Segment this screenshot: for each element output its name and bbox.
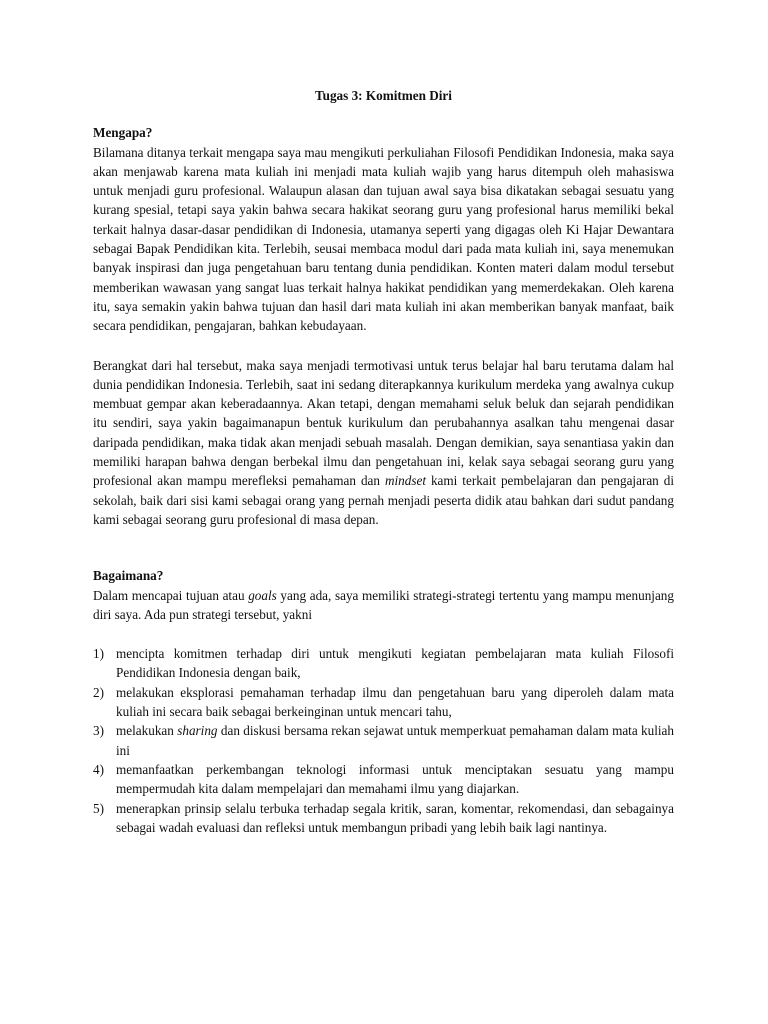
paragraph-bagaimana-intro [93, 586, 674, 625]
paragraph-mengapa-2 [93, 356, 674, 530]
list-item [93, 760, 674, 799]
list-marker: 2) [93, 684, 104, 700]
italic-term-sharing: sharing [177, 723, 218, 739]
list-item [93, 644, 674, 683]
italic-term-mindset: mindset [384, 473, 426, 489]
section-heading-bagaimana: Bagaimana? [93, 568, 164, 584]
list-item [93, 683, 674, 722]
list-item-text: melakukan eksplorasi pemahaman terhadap ilmu dan pengetahuan baru yang diperoleh dalam mata kuliah ini secara baik sebagai berkeinginan untuk mencari tahu, [116, 684, 674, 720]
strategy-list [93, 644, 674, 837]
list-marker: 5) [93, 800, 104, 816]
list-item [93, 799, 674, 838]
list-item-text-part: dan diskusi bersama rekan sejawat untuk memperkuat pemahaman dalam mata kuliah ini [116, 723, 675, 758]
paragraph-text: yang ada, saya memiliki strategi-strategi tertentu yang mampu menunjang diri saya. Ada pun strategi tersebut, yakni [93, 587, 674, 622]
italic-term-goals: goals [248, 587, 277, 603]
paragraph-mengapa-1: Bilamana ditanya terkait mengapa saya mau mengikuti perkuliahan Filosofi Pendidikan Indonesia, maka saya akan menjawab karena mata kuliah ini menjadi mata kuliah wajib yang harus ditempuh oleh mahasiswa untuk menjadi guru profesional. Walaupun alasan dan tujuan awal saya bisa dikatakan sebagai sesuatu yang kurang spesial, tetapi saya yakin bahwa secara hakikat seorang guru yang profesional harus memiliki bekal terkait halnya dasar-dasar pendidikan di Indonesia, utamanya seperti yang digagas oleh Ki Hajar Dewantara sebagai Bapak Pendidikan kita. Terlebih, seusai membaca modul dari pada mata kuliah ini, saya menemukan banyak inspirasi dan juga pengetahuan baru tentang dunia pendidikan. Konten materi dalam modul tersebut memberikan wawasan yang sangat luas terkait halnya hakikat pendidikan yang memerdekakan. Oleh karena itu, saya semakin yakin bahwa tujuan dan hasil dari mata kuliah ini akan memberikan banyak manfaat, baik secara pendidikan, pengajaran, bahkan kebudayaan. [93, 144, 674, 334]
list-item-text: memanfaatkan perkembangan teknologi informasi untuk menciptakan sesuatu yang mampu mempermudah kita dalam mempelajari dan memahami ilmu yang diajarkan. [116, 761, 674, 797]
list-spacer [93, 624, 674, 644]
list-marker: 3) [93, 723, 104, 739]
paragraph-spacer [93, 336, 674, 356]
document-body [93, 86, 674, 837]
paragraph-text: Berangkat dari hal tersebut, maka saya menjadi termotivasi untuk terus belajar hal baru terutama dalam hal dunia pendidikan Indonesia. Terlebih, saat ini sedang diterapkannya kurikulum merdeka yang awalnya cukup membuat gempar akan keberadaannya. Akan tetapi, dengan memahami seluk beluk dan sejarah pendidikan itu sendiri, saya yakin bagaimanapun bentuk kurikulum dan perubahannya asalkan tahu mengenai dasar daripada pendidikan, maka tidak akan menjadi sebuah masalah. Dengan demikian, saya senantiasa yakin dan memiliki harapan bahwa dengan berbekal ilmu dan pengetahuan ini, kelak saya sebagai seorang guru yang profesional akan mampu merefleksi pemahaman dan [93, 357, 674, 489]
list-marker: 4) [93, 761, 104, 777]
list-item-text: menerapkan prinsip selalu terbuka terhadap segala kritik, saran, komentar, rekomendasi, dan sebagainya sebagai wadah evaluasi dan refleksi untuk membangun pribadi yang lebih baik lagi nantinya. [116, 800, 674, 835]
list-item-text [116, 723, 674, 757]
section-heading-mengapa: Mengapa? [93, 125, 153, 141]
section-spacer [93, 548, 674, 566]
list-marker: 1) [93, 646, 104, 662]
section-spacer [93, 529, 674, 548]
paragraph-text: Dalam mencapai tujuan atau [93, 587, 249, 603]
paragraph-text: kami terkait pembelajaran dan pengajaran di sekolah, baik dari sisi kami sebagai orang yang pernah menjadi peserta didik atau bahkan dari sudut pandang kami sebagai seorang guru profesional di masa depan. [93, 473, 674, 527]
list-item-text: mencipta komitmen terhadap diri untuk mengikuti kegiatan pembelajaran mata kuliah Filosofi Pendidikan Indonesia dengan baik, [116, 646, 674, 681]
list-item-text-part: melakukan [116, 723, 178, 739]
list-item [93, 721, 674, 760]
document-title: Tugas 3: Komitmen Diri [315, 88, 452, 103]
